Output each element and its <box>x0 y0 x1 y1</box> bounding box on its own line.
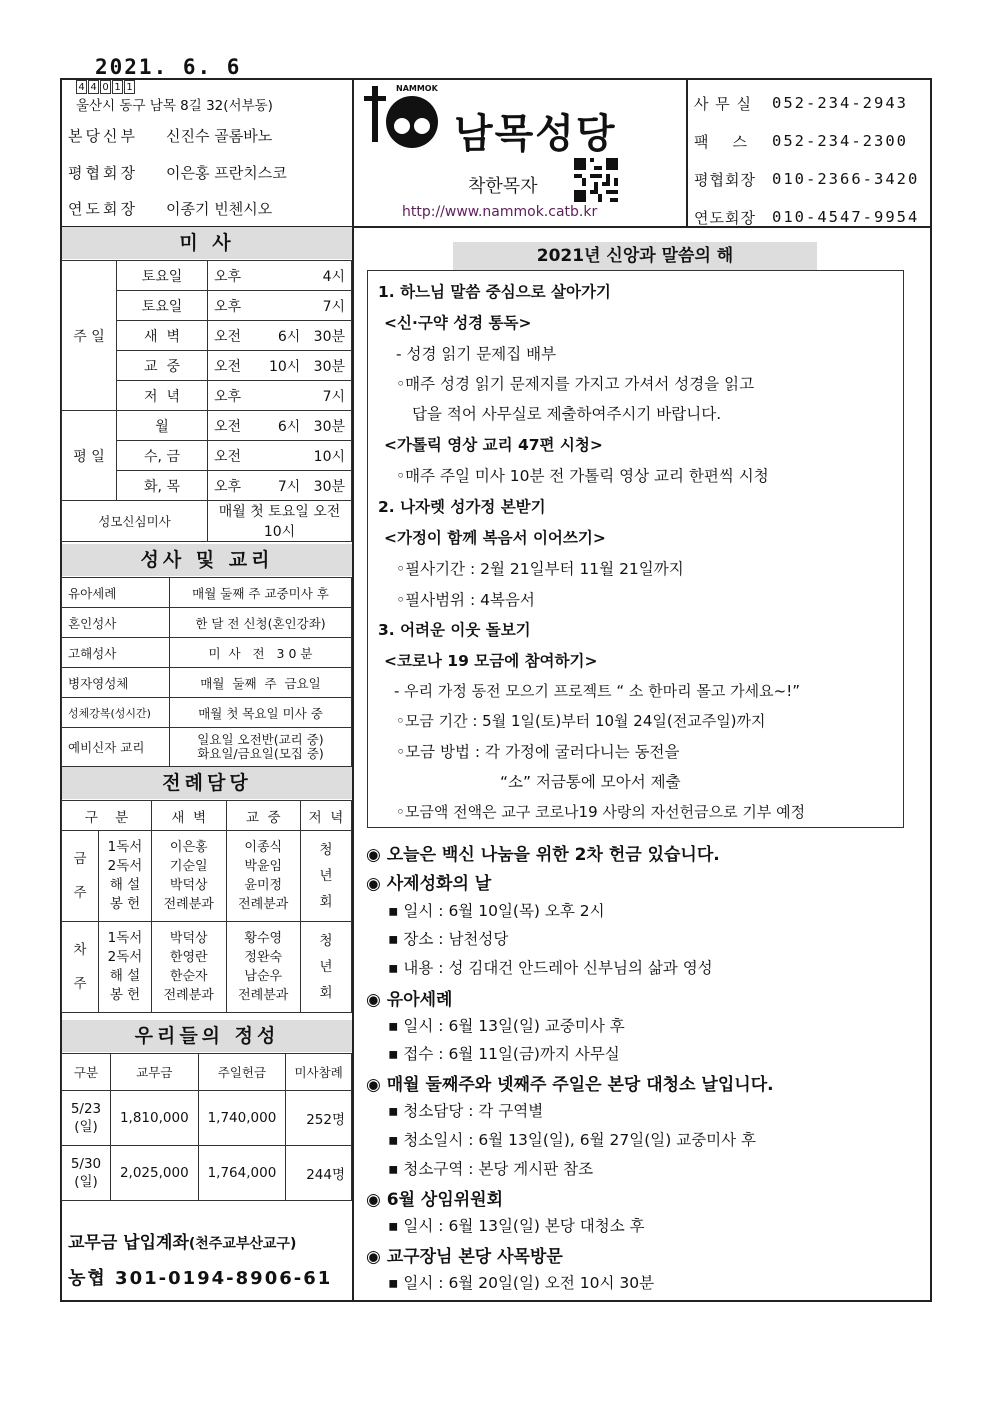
notice-detail: ▪ 일시 : 6월 20일(일) 오전 10시 30분 <box>388 1274 655 1292</box>
theme-line: “소” 저금통에 모아서 제출 <box>500 773 681 791</box>
offering-count: 252명 <box>286 1091 352 1146</box>
zip-digit: 1 <box>124 80 135 94</box>
sacrament-value: 일요일 오전반(교리 중) 화요일/금요일(모집 중) <box>170 728 352 767</box>
notice-detail: ▪ 내용 : 성 김대건 안드레아 신부님의 삶과 영성 <box>388 959 713 977</box>
offering-sunday: 1,764,000 <box>198 1146 286 1201</box>
table-row <box>62 1091 352 1146</box>
theme-line: ◦필사기간 : 2월 21일부터 11월 21일까지 <box>396 560 684 578</box>
bulletin-date: 2021. 6. 6 <box>95 55 242 79</box>
sacrament-value: 한 달 전 신청(혼인강좌) <box>170 608 352 638</box>
notice-detail: ▪ 장소 : 남천성당 <box>388 930 509 948</box>
contact-label: 연도회장 <box>694 208 756 227</box>
account-title: 교무금 납입계좌 <box>68 1233 189 1253</box>
notice-heading: ◉ 유아세례 <box>366 990 453 1010</box>
church-name: 남목성당 <box>454 111 617 157</box>
theme-line: ◦필사범위 : 4복음서 <box>396 591 535 609</box>
church-motto: 착한목자 <box>468 176 538 197</box>
table-row <box>62 831 352 922</box>
yeondo-row <box>68 198 272 219</box>
pastor-label: 본당신부 <box>68 127 138 145</box>
pastor-name: 신진수 골롬바노 <box>166 127 273 145</box>
contact-label: 팩 스 <box>694 132 749 151</box>
sacrament-label: 고해성사 <box>62 638 170 668</box>
contact-number: 010-4547-9954 <box>772 208 920 226</box>
contact-number: 052-234-2300 <box>772 132 908 150</box>
liturgy-roles: 1독서 2독서 해 설 봉 헌 <box>99 922 152 1013</box>
notice-detail: ▪ 일시 : 6월 10일(목) 오후 2시 <box>388 902 605 920</box>
theme-line: ◦모금액 전액은 교구 코로나19 사랑의 자선헌금으로 기부 예정 <box>396 803 806 821</box>
theme-line: ◦모금 기간 : 5월 1일(토)부터 10월 24일(전교주일)까지 <box>396 712 766 730</box>
contact-council <box>694 160 919 198</box>
liturgy-dawn: 박덕상 한영란 한순자 전례분과 <box>152 922 227 1013</box>
theme-line: ◦매주 성경 읽기 문제지를 가지고 가셔서 성경을 읽고 <box>396 375 755 393</box>
notice-heading: ◉ 매월 둘째주와 넷째주 주일은 본당 대청소 날입니다. <box>366 1075 774 1095</box>
divider <box>686 78 688 226</box>
mass-day: 화, 목 <box>117 471 208 501</box>
sacrament-value: 미 사 전 3 0 분 <box>170 638 352 668</box>
offering-sunday: 1,740,000 <box>198 1091 286 1146</box>
mass-time: 4시 <box>260 261 352 291</box>
contact-fax <box>694 122 919 160</box>
mass-time: 6시 30분 <box>260 321 352 351</box>
account-number: 농협 301-0194-8906-61 <box>68 1268 333 1289</box>
divider <box>352 78 354 1302</box>
offering-header: 교무금 <box>111 1054 199 1091</box>
notice-detail: ▪ 접수 : 6월 11일(금)까지 사무실 <box>388 1045 620 1063</box>
theme-subheading: <가정이 함께 복음서 이어쓰기> <box>384 529 606 547</box>
sacraments-section-title: 성사 및 교리 <box>62 544 352 576</box>
zip-digit: 1 <box>112 80 123 94</box>
year-theme-banner: 2021년 신앙과 말씀의 해 <box>453 242 817 270</box>
zip-digit: 0 <box>100 80 111 94</box>
mass-time: 10시 <box>260 441 352 471</box>
pastor-row <box>68 125 272 146</box>
theme-line: 답을 적어 사무실로 제출하여주시기 바랍니다. <box>412 405 722 423</box>
mass-time: 7시 <box>260 381 352 411</box>
offering-header: 구분 <box>62 1054 111 1091</box>
council-row <box>68 162 287 183</box>
contact-list <box>694 84 919 236</box>
table-row <box>62 411 352 441</box>
table-row <box>62 668 352 698</box>
table-row <box>62 608 352 638</box>
liturgy-evening: 청 년 회 <box>301 922 352 1013</box>
table-row <box>62 922 352 1013</box>
council-label: 평협회장 <box>68 164 138 182</box>
zip-digit: 4 <box>76 80 87 94</box>
liturgy-dawn: 이은홍 기순일 박덕상 전례분과 <box>152 831 227 922</box>
mass-day: 저 녁 <box>117 381 208 411</box>
offering-date: 5/30 (일) <box>62 1146 111 1201</box>
mass-time: 7시 30분 <box>260 471 352 501</box>
table-row <box>62 698 352 728</box>
mass-time: 10시 30분 <box>260 351 352 381</box>
theme-line: ◦매주 주일 미사 10분 전 가톨릭 영상 교리 한편씩 시청 <box>396 467 769 485</box>
mass-ampm: 오전 <box>208 351 261 381</box>
account-sub: (천주교부산교구) <box>188 1236 297 1252</box>
mass-time: 6시 30분 <box>260 411 352 441</box>
notice-heading: ◉ 사제성화의 날 <box>366 874 492 894</box>
theme-heading: 2. 나자렛 성가정 본받기 <box>378 498 546 516</box>
offering-dues: 1,810,000 <box>111 1091 199 1146</box>
liturgy-roles: 1독서 2독서 해 설 봉 헌 <box>99 831 152 922</box>
mass-day: 교 중 <box>117 351 208 381</box>
notice-heading: ◉ 교구장님 본당 사목방문 <box>366 1247 563 1267</box>
notice-heading: ◉ 6월 상임위원회 <box>366 1190 504 1210</box>
contact-number: 052-234-2943 <box>772 94 908 112</box>
theme-line: - 우리 가정 동전 모으기 프로젝트 “ 소 한마리 몰고 가세요~!” <box>394 682 800 700</box>
contact-label: 평협회장 <box>694 170 756 189</box>
sunday-label: 주 일 <box>62 261 117 411</box>
mass-day: 월 <box>117 411 208 441</box>
offering-header: 주일헌금 <box>198 1054 286 1091</box>
liturgy-week-label: 금 주 <box>62 831 99 922</box>
notice-detail: ▪ 청소일시 : 6월 13일(일), 6월 27일(일) 교중미사 후 <box>388 1131 757 1149</box>
offering-dues: 2,025,000 <box>111 1146 199 1201</box>
qr-code-icon <box>574 158 618 202</box>
theme-heading: 3. 어려운 이웃 돌보기 <box>378 621 531 639</box>
logo-small-text: NAMMOK <box>396 84 438 93</box>
marian-mass-value: 매월 첫 토요일 오전 10시 <box>208 501 352 542</box>
zip-digit: 4 <box>88 80 99 94</box>
sacrament-label: 유아세례 <box>62 578 170 608</box>
liturgy-evening: 청 년 회 <box>301 831 352 922</box>
liturgy-header: 저 녁 <box>301 801 352 831</box>
sacrament-label: 혼인성사 <box>62 608 170 638</box>
contact-number: 010-2366-3420 <box>772 170 920 188</box>
notice-detail: ▪ 청소구역 : 본당 게시판 참조 <box>388 1160 594 1178</box>
sacrament-value: 매월 첫 목요일 미사 중 <box>170 698 352 728</box>
cross-logo-icon <box>364 84 454 154</box>
liturgy-section-title: 전례담당 <box>62 767 352 799</box>
mass-day: 새 벽 <box>117 321 208 351</box>
sacraments-table <box>61 577 352 767</box>
mass-ampm: 오전 <box>208 441 261 471</box>
mass-ampm: 오전 <box>208 411 261 441</box>
church-url[interactable]: http://www.nammok.catb.kr <box>402 204 598 220</box>
liturgy-header: 구 분 <box>62 801 152 831</box>
yeondo-label: 연도회장 <box>68 200 138 218</box>
notice-heading: ◉ 오늘은 백신 나눔을 위한 2차 헌금 있습니다. <box>366 845 720 865</box>
liturgy-main: 황수영 정완숙 남순우 전례분과 <box>226 922 301 1013</box>
notice-detail: ▪ 일시 : 6월 13일(일) 본당 대청소 후 <box>388 1217 645 1235</box>
mass-ampm: 오후 <box>208 261 261 291</box>
mass-ampm: 오후 <box>208 471 261 501</box>
offering-count: 244명 <box>286 1146 352 1201</box>
mass-day: 토요일 <box>117 261 208 291</box>
offerings-section-title: 우리들의 정성 <box>62 1020 352 1052</box>
table-row <box>62 1146 352 1201</box>
theme-subheading: <코로나 19 모금에 참여하기> <box>384 652 598 670</box>
church-logo <box>364 84 684 224</box>
weekday-label: 평 일 <box>62 411 117 501</box>
contact-office <box>694 84 919 122</box>
account-heading <box>68 1228 296 1253</box>
theme-subheading: <신·구약 성경 통독> <box>384 314 532 332</box>
sacrament-label: 성체강복(성시간) <box>62 698 170 728</box>
table-row <box>62 801 352 831</box>
liturgy-header: 교 중 <box>226 801 301 831</box>
liturgy-week-label: 차 주 <box>62 922 99 1013</box>
mass-ampm: 오후 <box>208 291 261 321</box>
mass-ampm: 오전 <box>208 321 261 351</box>
theme-line: - 성경 읽기 문제집 배부 <box>396 345 557 363</box>
sacrament-label: 병자영성체 <box>62 668 170 698</box>
mass-day: 수, 금 <box>117 441 208 471</box>
sacrament-label: 예비신자 교리 <box>62 728 170 767</box>
sacrament-value: 매월 둘째 주 금요일 <box>170 668 352 698</box>
table-row <box>62 501 352 542</box>
mass-section-title: 미 사 <box>62 227 352 259</box>
mass-table <box>61 260 352 542</box>
sacrament-value: 매월 둘째 주 교중미사 후 <box>170 578 352 608</box>
theme-line: ◦모금 방법 : 각 가정에 굴러다니는 동전을 <box>396 743 680 761</box>
table-row <box>62 638 352 668</box>
contact-yeondo <box>694 198 919 236</box>
table-row <box>62 578 352 608</box>
theme-subheading: <가톨릭 영상 교리 47편 시청> <box>384 436 603 454</box>
table-row <box>62 1054 352 1091</box>
theme-heading: 1. 하느님 말씀 중심으로 살아가기 <box>378 283 611 301</box>
marian-mass-label: 성모신심미사 <box>62 501 208 542</box>
yeondo-name: 이종기 빈첸시오 <box>166 200 273 218</box>
liturgy-main: 이종식 박윤임 윤미정 전례분과 <box>226 831 301 922</box>
zip-code <box>76 80 135 94</box>
mass-time: 7시 <box>260 291 352 321</box>
mass-day: 토요일 <box>117 291 208 321</box>
offerings-table <box>61 1053 352 1201</box>
notice-detail: ▪ 청소담당 : 각 구역별 <box>388 1102 544 1120</box>
church-address: 울산시 동구 남목 8길 32(서부동) <box>76 98 273 114</box>
offering-header: 미사참례 <box>286 1054 352 1091</box>
council-name: 이은홍 프란치스코 <box>166 164 287 182</box>
liturgy-table <box>61 800 352 1013</box>
offering-date: 5/23 (일) <box>62 1091 111 1146</box>
notice-detail: ▪ 일시 : 6월 13일(일) 교중미사 후 <box>388 1017 625 1035</box>
mass-ampm: 오후 <box>208 381 261 411</box>
liturgy-header: 새 벽 <box>152 801 227 831</box>
contact-label: 사 무 실 <box>694 94 753 113</box>
table-row <box>62 261 352 291</box>
table-row <box>62 728 352 767</box>
